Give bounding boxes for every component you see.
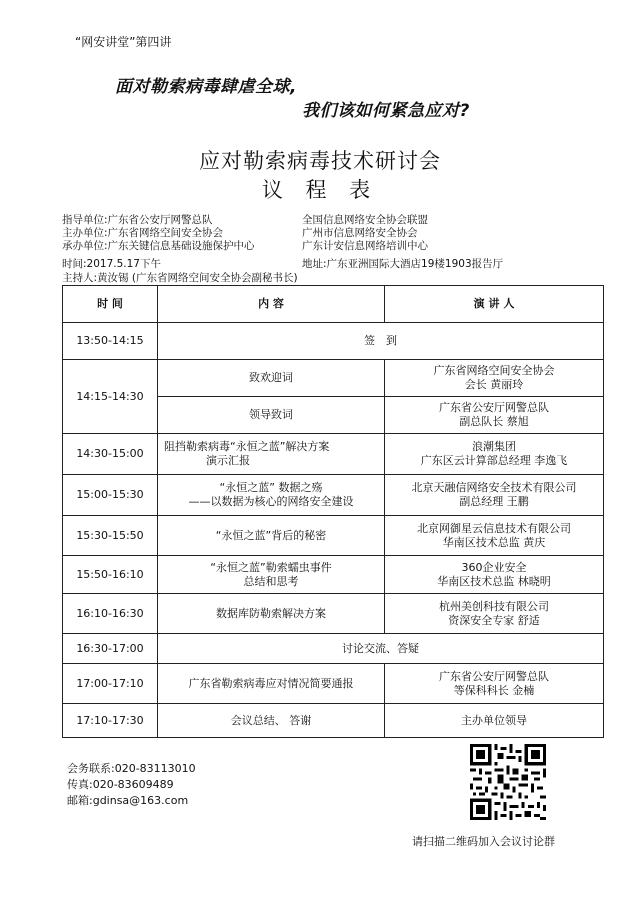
contact-fax: 传真:020-83609489 [67,778,174,791]
row-content: 领导致词 [158,397,385,434]
table-row [63,594,604,634]
table-row [63,664,604,704]
row-content: 阻挡勒索病毒“永恒之蓝”解决方案 演示汇报 [158,434,385,475]
row-speaker: 360企业安全 华南区技术总监 林晓明 [385,556,604,594]
table-row [63,634,604,664]
row-content: 致欢迎词 [158,360,385,397]
row-span-text: 讨论交流、答疑 [158,634,604,664]
row-content: 会议总结、 答谢 [158,704,385,738]
contact-email: 邮箱:gdinsa@163.com [67,794,189,807]
row-speaker: 杭州美创科技有限公司 资深安全专家 舒适 [385,594,604,634]
table-row [63,434,604,475]
table-row [63,704,604,738]
row-speaker: 广东省网络空间安全协会 会长 黄丽玲 [385,360,604,397]
host-unit: 主办单位:广东省网络空间安全协会 [62,227,224,239]
table-row [63,556,604,594]
headline-line-2: 我们该如何紧急应对? [302,101,470,121]
table-row [63,323,604,360]
row-content: 数据库防勒索解决方案 [158,594,385,634]
page-title: 应对勒索病毒技术研讨会 [199,149,441,173]
row-time: 14:30-15:00 [63,434,158,475]
contact-phone: 会务联系:020-83113010 [67,762,196,775]
row-content: 广东省勒索病毒应对情况简要通报 [158,664,385,704]
event-time: 时间:2017.5.17下午 [62,258,161,270]
row-speaker: 广东省公安厅网警总队 等保科科长 金楠 [385,664,604,704]
undertake-unit-2: 广东计安信息网络培训中心 [302,240,428,252]
header-content: 内 容 [158,286,385,323]
row-speaker: 北京网御星云信息技术有限公司 华南区技术总监 黄庆 [385,516,604,556]
row-content: “永恒之蓝” 数据之殇 ——以数据为核心的网络安全建设 [158,475,385,516]
row-time: 15:50-16:10 [63,556,158,594]
event-location: 地址:广东亚洲国际大酒店19楼1903报告厅 [302,258,504,270]
series-label: “网安讲堂”第四讲 [75,35,172,49]
row-content: “永恒之蓝”背后的秘密 [158,516,385,556]
row-speaker: 浪潮集团 广东区云计算部总经理 李逸飞 [385,434,604,475]
header-speaker: 演 讲 人 [385,286,604,323]
row-speaker: 北京天融信网络安全技术有限公司 副总经理 王鹏 [385,475,604,516]
moderator: 主持人:黄汝锡 (广东省网络空间安全协会副秘书长) [62,272,298,284]
page-subtitle: 议 程 表 [261,178,379,202]
table-row [63,516,604,556]
table-row [63,360,604,397]
undertake-unit: 承办单位:广东关键信息基础设施保护中心 [62,240,255,252]
row-time: 15:00-15:30 [63,475,158,516]
row-span-text: 签 到 [158,323,604,360]
row-time: 16:10-16:30 [63,594,158,634]
host-unit-2: 广州市信息网络安全协会 [302,227,418,239]
row-time: 17:10-17:30 [63,704,158,738]
row-time: 13:50-14:15 [63,323,158,360]
row-content: “永恒之蓝”勒索蠕虫事件 总结和思考 [158,556,385,594]
headline-line-1: 面对勒索病毒肆虐全球, [115,77,297,97]
row-time: 14:15-14:30 [63,360,158,434]
header-time: 时 间 [63,286,158,323]
qr-code-icon[interactable] [470,744,546,820]
table-row [63,475,604,516]
guide-unit-2: 全国信息网络安全协会联盟 [302,214,428,226]
qr-caption: 请扫描二维码加入会议讨论群 [412,835,555,848]
row-speaker: 主办单位领导 [385,704,604,738]
row-speaker: 广东省公安厅网警总队 副总队长 蔡旭 [385,397,604,434]
agenda-table [62,285,604,738]
row-time: 15:30-15:50 [63,516,158,556]
row-time: 16:30-17:00 [63,634,158,664]
table-header-row [63,286,604,323]
guide-unit: 指导单位:广东省公安厅网警总队 [62,214,213,226]
row-time: 17:00-17:10 [63,664,158,704]
